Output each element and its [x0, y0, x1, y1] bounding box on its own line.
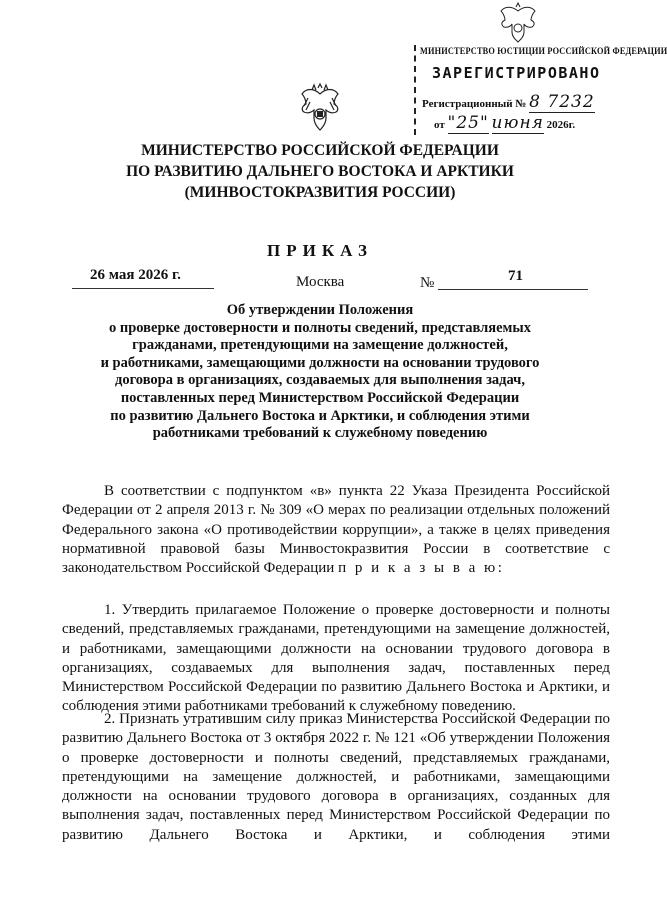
ministry-name-line1: МИНИСТЕРСТВО РОССИЙСКОЙ ФЕДЕРАЦИИ — [141, 142, 499, 159]
title-line: по развитию Дальнего Востока и Арктики, и соблюдения этими — [110, 407, 530, 424]
ministry-header — [60, 140, 580, 203]
stamp-date-day: "25" — [447, 113, 489, 133]
stamp-reg-number-line — [422, 92, 595, 112]
stamp-emblem-icon — [496, 3, 540, 43]
stamp-ministry-line: МИНИСТЕРСТВО ЮСТИЦИИ РОССИЙСКОЙ ФЕДЕРАЦИИ — [420, 46, 667, 56]
preamble-paragraph — [62, 482, 610, 578]
title-line: работниками требований к служебному поведению — [152, 425, 488, 442]
title-line: Об утверждении Положения — [226, 302, 414, 318]
order-date: 26 мая 2026 г. — [90, 267, 181, 283]
title-line: гражданами, претендующими на замещение должностей, — [132, 337, 508, 354]
order-title — [60, 302, 580, 443]
stamp-date-year: 2026г. — [546, 119, 576, 131]
order-city: Москва — [296, 274, 345, 290]
date-underline — [72, 288, 214, 289]
item-2-paragraph: 2. Признать утратившим силу приказ Министерства Российской Федерации по развитию Дальнего Востока от 3 октября 2022 г. № 121 «Об утверждении Положения о проверке достоверности и полноты сведений, представляемых гражданами, претендующими на замещение должностей, и работниками, замещающими должности на основании трудового договора в организациях, созданных для выполнения задач, поставленных перед Министерством Российской Федерации по развитию Дальнего Востока и Арктики, и соблюдения этими — [62, 711, 610, 843]
title-line: договора в организациях, создаваемых для выполнения задач, — [115, 372, 525, 389]
order-word: п р и к а з ы в а ю: — [338, 560, 505, 577]
order-number: 71 — [508, 268, 523, 284]
number-underline — [438, 289, 588, 290]
stamp-registered-label: ЗАРЕГИСТРИРОВАНО — [432, 64, 601, 82]
ministry-name-line2: ПО РАЗВИТИЮ ДАЛЬНЕГО ВОСТОКА И АРКТИКИ — [126, 163, 514, 180]
stamp-reg-label: Регистрационный № — [422, 98, 527, 110]
number-sign: № — [420, 275, 435, 291]
preamble-text: В соответствии с подпунктом «в» пункта 22 Указа Президента Российской Федерации от 2 апреля 2013 г. № 309 «О мерах по реализации отдельных положений Федерального закона «О противодействии коррупции», а также в целях приведения нормативной правовой базы Минвостокразвития России в соответствие с законодательством Российской Федерации — [62, 483, 610, 577]
stamp-date-line — [434, 113, 575, 133]
stamp-date-prefix: от — [434, 119, 445, 131]
document-type-title: ПРИКАЗ — [267, 241, 373, 260]
title-line: поставленных перед Министерством Российской Федерации — [120, 389, 520, 406]
item-1-paragraph: 1. Утвердить прилагаемое Положение о проверке достоверности и полноты сведений, представляемых гражданами, претендующими на замещение должностей, и работниками, замещающими должности на основании трудового договора в организациях, создаваемых для выполнения задач, поставленных перед Министерством Российской Федерации по развитию Дальнего Востока и Арктики, и соблюдения этими работниками требований к служебному поведению. — [62, 602, 610, 715]
stamp-reg-number: 8 7232 — [529, 92, 595, 112]
title-line: о проверке достоверности и полноты сведений, представляемых — [109, 319, 531, 336]
coat-of-arms-icon — [298, 84, 342, 132]
ministry-short-name: (МИНВОСТОКРАЗВИТИЯ РОССИИ) — [184, 184, 456, 201]
stamp-date-month: июня — [491, 113, 544, 133]
title-line: и работниками, замещающими должности на основании трудового — [100, 354, 540, 371]
